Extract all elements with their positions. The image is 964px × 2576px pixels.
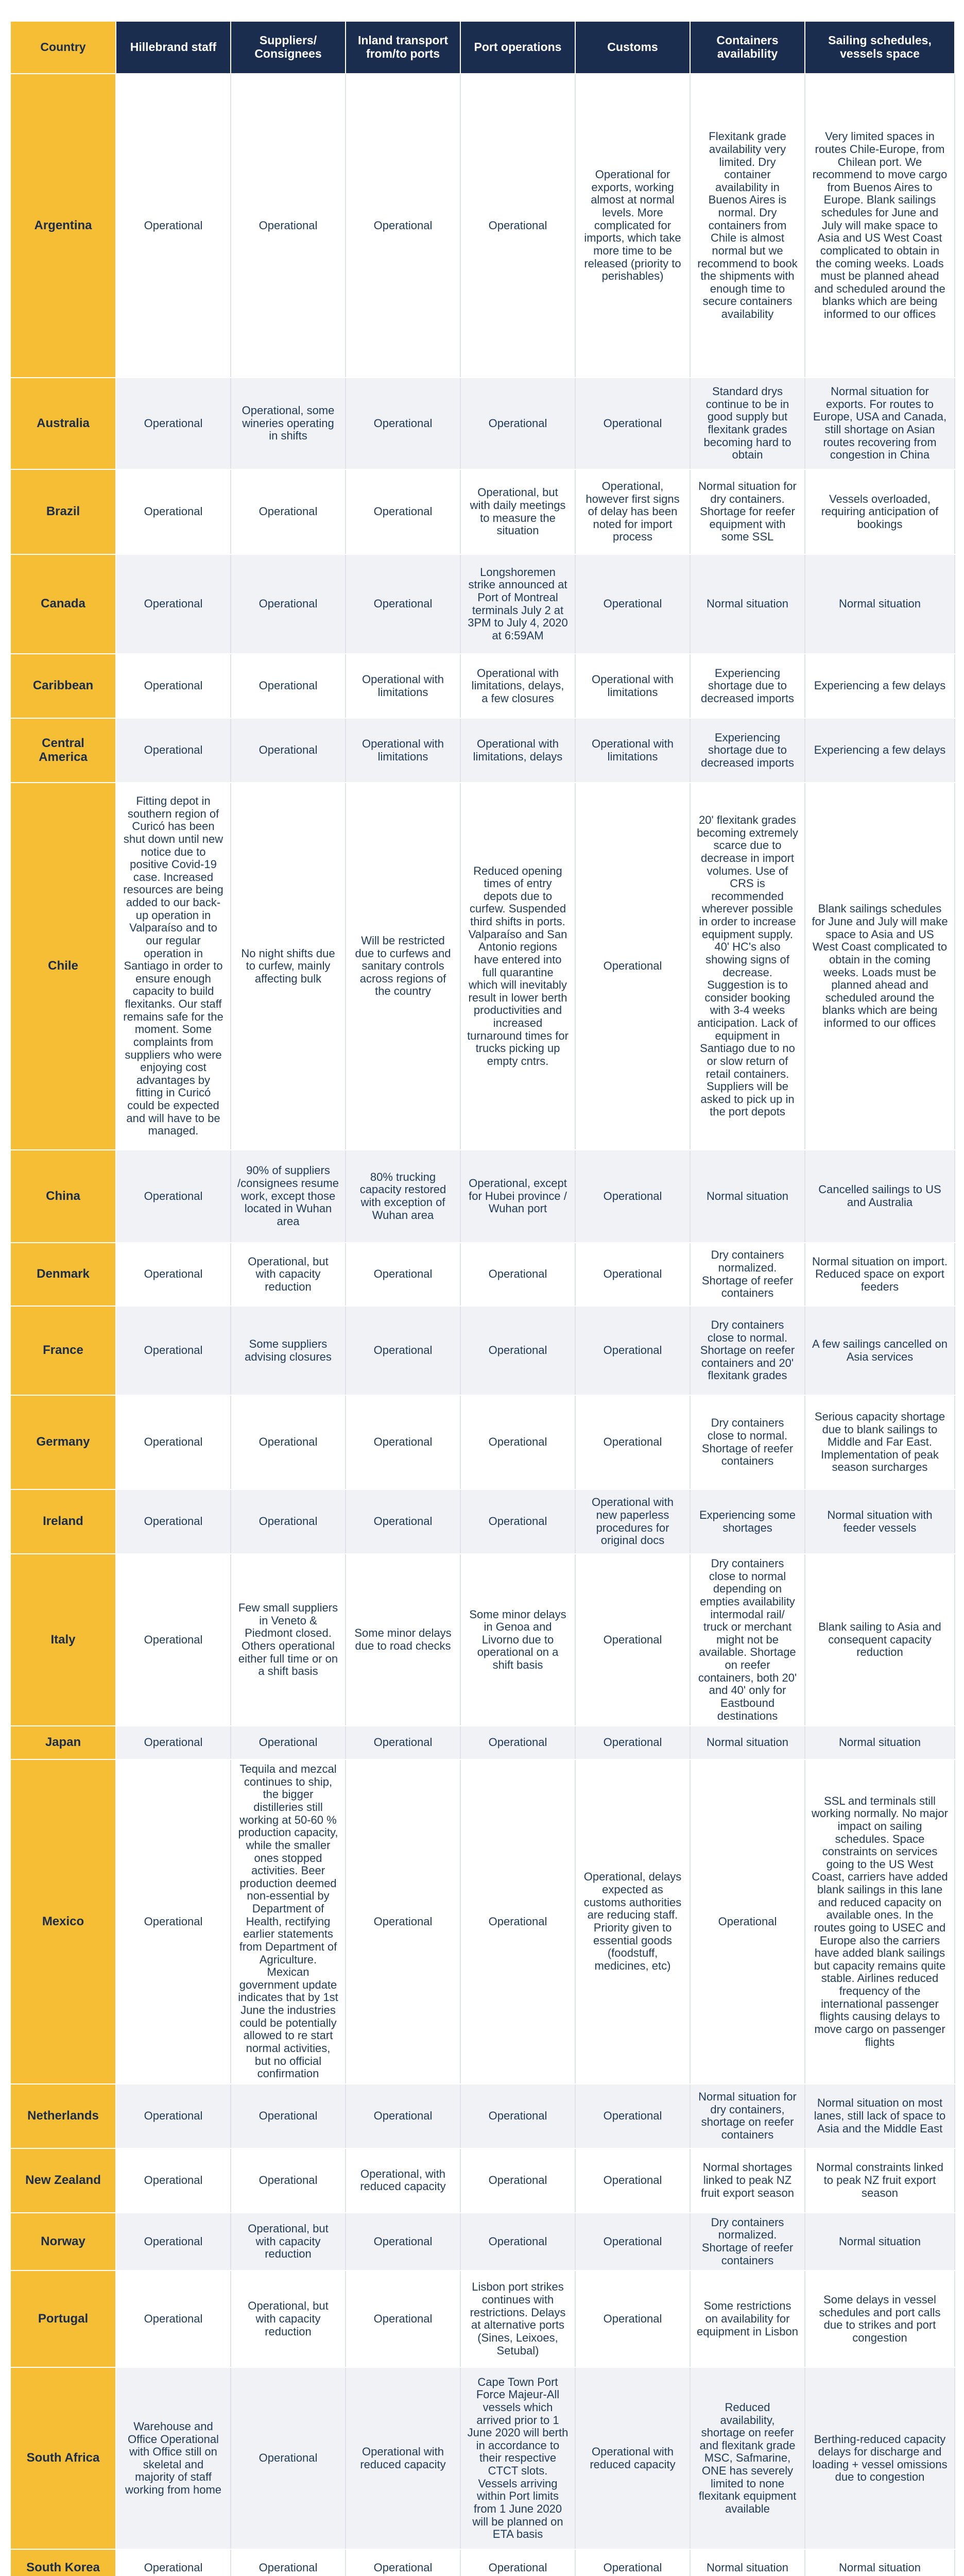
port-operations-cell: Operational — [460, 378, 575, 469]
port-operations-cell: Operational — [460, 2549, 575, 2576]
header-sailing-schedules: Sailing schedules, vessels space — [805, 21, 955, 74]
hillebrand-staff-cell: Operational — [116, 1395, 231, 1489]
port-operations-cell: Operational — [460, 1759, 575, 2084]
suppliers-consignees-cell: Operational — [231, 1395, 346, 1489]
suppliers-consignees-cell: Operational — [231, 554, 346, 654]
customs-cell: Operational — [575, 2213, 690, 2271]
country-cell: Norway — [10, 2213, 116, 2271]
suppliers-consignees-cell: Some suppliers advising closures — [231, 1306, 346, 1395]
port-operations-cell: Operational — [460, 74, 575, 378]
table-row — [10, 1395, 955, 1489]
inland-transport-cell: Operational — [346, 2549, 460, 2576]
table-row — [10, 783, 955, 1150]
port-operations-cell: Operational, except for Hubei province / Wuhan port — [460, 1150, 575, 1243]
hillebrand-staff-cell: Operational — [116, 554, 231, 654]
country-cell: Netherlands — [10, 2084, 116, 2148]
table-row — [10, 1306, 955, 1395]
header-country: Country — [10, 21, 116, 74]
hillebrand-staff-cell: Operational — [116, 1759, 231, 2084]
sailing-schedules-cell: Normal situation — [805, 2213, 955, 2271]
covid-status-table-container — [10, 21, 955, 2576]
port-operations-cell: Operational — [460, 2148, 575, 2213]
table-row — [10, 1554, 955, 1726]
customs-cell: Operational with limitations — [575, 654, 690, 718]
inland-transport-cell: Operational — [346, 378, 460, 469]
customs-cell: Operational — [575, 2148, 690, 2213]
port-operations-cell: Operational — [460, 1726, 575, 1759]
table-row — [10, 469, 955, 554]
inland-transport-cell: Operational — [346, 1726, 460, 1759]
containers-availability-cell: Normal situation for dry containers. Shortage for reefer equipment with some SSL — [690, 469, 805, 554]
table-row — [10, 1489, 955, 1554]
sailing-schedules-cell: Very limited spaces in routes Chile-Europe, from Chilean port. We recommend to move cargo from Buenos Aires to Europe. Blank sailings schedules for June and July will make space to Asia and US West Coast complicated to obtain in the coming weeks. Loads must be planned ahead and scheduled around the blanks which are being informed to our offices — [805, 74, 955, 378]
inland-transport-cell: Operational — [346, 1395, 460, 1489]
sailing-schedules-cell: Normal situation for exports. For routes to Europe, USA and Canada, still shortage on Asian routes recovering from congestion in China — [805, 378, 955, 469]
sailing-schedules-cell: Normal situation — [805, 554, 955, 654]
customs-cell: Operational — [575, 1726, 690, 1759]
country-cell: Central America — [10, 718, 116, 783]
port-operations-cell: Longshoremen strike announced at Port of Montreal terminals July 2 at 3PM to July 4, 2020 at 6:59AM — [460, 554, 575, 654]
customs-cell: Operational — [575, 1243, 690, 1306]
port-operations-cell: Some minor delays in Genoa and Livorno due to operational on a shift basis — [460, 1554, 575, 1726]
table-row — [10, 1726, 955, 1759]
country-cell: Argentina — [10, 74, 116, 378]
table-row — [10, 2148, 955, 2213]
containers-availability-cell: Operational — [690, 1759, 805, 2084]
sailing-schedules-cell: Berthing-reduced capacity delays for discharge and loading + vessel omissions due to congestion — [805, 2367, 955, 2549]
customs-cell: Operational — [575, 1554, 690, 1726]
containers-availability-cell: Reduced availability, shortage on reefer and flexitank grade MSC, Safmarine, ONE has severely limited to none flexitank equipment available — [690, 2367, 805, 2549]
sailing-schedules-cell: Normal constraints linked to peak NZ fruit export season — [805, 2148, 955, 2213]
port-operations-cell: Operational — [460, 1395, 575, 1489]
suppliers-consignees-cell: Few small suppliers in Veneto & Piedmont closed. Others operational either full time or on a shift basis — [231, 1554, 346, 1726]
table-row — [10, 1150, 955, 1243]
port-operations-cell: Lisbon port strikes continues with restrictions. Delays at alternative ports (Sines, Leixoes, Setubal) — [460, 2270, 575, 2367]
inland-transport-cell: Operational — [346, 2084, 460, 2148]
port-operations-cell: Operational — [460, 2084, 575, 2148]
port-operations-cell: Reduced opening times of entry depots due to curfew. Suspended third shifts in ports. Valparaíso and San Antonio regions have entered into full quarantine which will inevitably result in lower berth productivities and increased turnaround times for trucks picking up empty cntrs. — [460, 783, 575, 1150]
containers-availability-cell: Normal situation — [690, 554, 805, 654]
inland-transport-cell: Will be restricted due to curfews and sanitary controls across regions of the country — [346, 783, 460, 1150]
country-cell: South Africa — [10, 2367, 116, 2549]
sailing-schedules-cell: Normal situation on most lanes, still lack of space to Asia and the Middle East — [805, 2084, 955, 2148]
hillebrand-staff-cell: Operational — [116, 1150, 231, 1243]
containers-availability-cell: Experiencing some shortages — [690, 1489, 805, 1554]
sailing-schedules-cell: Normal situation with feeder vessels — [805, 1489, 955, 1554]
country-cell: Caribbean — [10, 654, 116, 718]
inland-transport-cell: Operational with reduced capacity — [346, 2367, 460, 2549]
containers-availability-cell: Normal situation — [690, 1726, 805, 1759]
country-cell: Chile — [10, 783, 116, 1150]
country-status-table — [10, 21, 955, 2576]
country-cell: Brazil — [10, 469, 116, 554]
customs-cell: Operational, however first signs of delay has been noted for import process — [575, 469, 690, 554]
inland-transport-cell: Operational — [346, 74, 460, 378]
inland-transport-cell: Operational — [346, 2213, 460, 2271]
port-operations-cell: Operational with limitations, delays — [460, 718, 575, 783]
customs-cell: Operational — [575, 2270, 690, 2367]
country-cell: Denmark — [10, 1243, 116, 1306]
inland-transport-cell: 80% trucking capacity restored with exception of Wuhan area — [346, 1150, 460, 1243]
country-cell: Portugal — [10, 2270, 116, 2367]
country-cell: Canada — [10, 554, 116, 654]
hillebrand-staff-cell: Operational — [116, 1726, 231, 1759]
suppliers-consignees-cell: Tequila and mezcal continues to ship, the bigger distilleries still working at 50-60 % production capacity, while the smaller ones stopped activities. Beer production deemed non-essential by Department of Health, rectifying earlier statements from Department of Agriculture. Mexican government update indicates that by 1st June the industries could be potentially allowed to re start normal activities, but no official confirmation — [231, 1759, 346, 2084]
containers-availability-cell: Dry containers close to normal depending on empties availability intermodal rail/ truck or merchant might not be available. Shortage on reefer containers, both 20' and 40' only for Eastbound destinations — [690, 1554, 805, 1726]
table-row — [10, 554, 955, 654]
hillebrand-staff-cell: Operational — [116, 74, 231, 378]
country-cell: Japan — [10, 1726, 116, 1759]
inland-transport-cell: Operational — [346, 1306, 460, 1395]
header-inland-transport: Inland transport from/to ports — [346, 21, 460, 74]
header-suppliers-consignees: Suppliers/ Consignees — [231, 21, 346, 74]
port-operations-cell: Operational — [460, 1306, 575, 1395]
containers-availability-cell: Dry containers normalized. Shortage of reefer containers — [690, 1243, 805, 1306]
customs-cell: Operational — [575, 783, 690, 1150]
table-row — [10, 718, 955, 783]
customs-cell: Operational with reduced capacity — [575, 2367, 690, 2549]
table-row — [10, 1243, 955, 1306]
port-operations-cell: Operational — [460, 1243, 575, 1306]
sailing-schedules-cell: Normal situation — [805, 1726, 955, 1759]
suppliers-consignees-cell: 90% of suppliers /consignees resume work, except those located in Wuhan area — [231, 1150, 346, 1243]
suppliers-consignees-cell: Operational — [231, 74, 346, 378]
hillebrand-staff-cell: Operational — [116, 2213, 231, 2271]
table-row — [10, 1759, 955, 2084]
hillebrand-staff-cell: Operational — [116, 1489, 231, 1554]
country-cell: France — [10, 1306, 116, 1395]
inland-transport-cell: Operational — [346, 1489, 460, 1554]
hillebrand-staff-cell: Operational — [116, 1306, 231, 1395]
port-operations-cell: Operational — [460, 2213, 575, 2271]
inland-transport-cell: Operational, with reduced capacity — [346, 2148, 460, 2213]
header-port-operations: Port operations — [460, 21, 575, 74]
customs-cell: Operational — [575, 1395, 690, 1489]
sailing-schedules-cell: SSL and terminals still working normally. No major impact on sailing schedules. Space constraints on services going to the US West Coast, carriers have added blank sailings in this lane and reduced capacity on available ones. In the routes going to USEC and Europe also the carriers have added blank sailings but capacity remains quite stable. Airlines reduced frequency of the international passenger flights causing delays to move cargo on passenger flights — [805, 1759, 955, 2084]
sailing-schedules-cell: Experiencing a few delays — [805, 654, 955, 718]
table-row — [10, 74, 955, 378]
hillebrand-staff-cell: Operational — [116, 2549, 231, 2576]
containers-availability-cell: Flexitank grade availability very limited. Dry container availability in Buenos Aires is normal. Dry containers from Chile is almost normal but we recommend to book the shipments with enough time to secure containers availability — [690, 74, 805, 378]
suppliers-consignees-cell: Operational, but with capacity reduction — [231, 2270, 346, 2367]
customs-cell: Operational — [575, 378, 690, 469]
customs-cell: Operational for exports, working almost at normal levels. More complicated for imports, which take more time to be released (priority to perishables) — [575, 74, 690, 378]
suppliers-consignees-cell: Operational, but with capacity reduction — [231, 1243, 346, 1306]
header-containers-availability: Containers availability — [690, 21, 805, 74]
containers-availability-cell: Dry containers close to normal. Shortage of reefer containers — [690, 1395, 805, 1489]
hillebrand-staff-cell: Operational — [116, 1554, 231, 1726]
country-cell: New Zealand — [10, 2148, 116, 2213]
country-cell: Mexico — [10, 1759, 116, 2084]
containers-availability-cell: Experiencing shortage due to decreased imports — [690, 718, 805, 783]
suppliers-consignees-cell: No night shifts due to curfew, mainly affecting bulk — [231, 783, 346, 1150]
hillebrand-staff-cell: Fitting depot in southern region of Curicó has been shut down until new notice due to positive Covid-19 case. Increased resources are being added to our back-up operation in Valparaíso and to our regular operation in Santiago in order to ensure enough capacity to build flexitanks. Our staff remains safe for the moment. Some complaints from suppliers who were enjoying cost advantages by fitting in Curicó could be expected and will have to be managed. — [116, 783, 231, 1150]
country-cell: Australia — [10, 378, 116, 469]
table-row — [10, 2084, 955, 2148]
customs-cell: Operational with new paperless procedures for original docs — [575, 1489, 690, 1554]
suppliers-consignees-cell: Operational — [231, 1489, 346, 1554]
customs-cell: Operational — [575, 1150, 690, 1243]
table-row — [10, 2367, 955, 2549]
table-row — [10, 2213, 955, 2271]
inland-transport-cell: Operational — [346, 469, 460, 554]
customs-cell: Operational — [575, 2549, 690, 2576]
inland-transport-cell: Operational — [346, 2270, 460, 2367]
sailing-schedules-cell: Serious capacity shortage due to blank sailings to Middle and Far East. Implementation of peak season surcharges — [805, 1395, 955, 1489]
inland-transport-cell: Some minor delays due to road checks — [346, 1554, 460, 1726]
country-cell: South Korea — [10, 2549, 116, 2576]
table-row — [10, 2270, 955, 2367]
country-cell: Ireland — [10, 1489, 116, 1554]
containers-availability-cell: Standard drys continue to be in good supply but flexitank grades becoming hard to obtain — [690, 378, 805, 469]
inland-transport-cell: Operational — [346, 554, 460, 654]
sailing-schedules-cell: Some delays in vessel schedules and port calls due to strikes and port congestion — [805, 2270, 955, 2367]
sailing-schedules-cell: Normal situation on import. Reduced space on export feeders — [805, 1243, 955, 1306]
inland-transport-cell: Operational with limitations — [346, 654, 460, 718]
sailing-schedules-cell: Normal situation — [805, 2549, 955, 2576]
customs-cell: Operational with limitations — [575, 718, 690, 783]
country-cell: Italy — [10, 1554, 116, 1726]
table-row — [10, 378, 955, 469]
hillebrand-staff-cell: Operational — [116, 378, 231, 469]
port-operations-cell: Operational, but with daily meetings to measure the situation — [460, 469, 575, 554]
hillebrand-staff-cell: Operational — [116, 1243, 231, 1306]
hillebrand-staff-cell: Operational — [116, 469, 231, 554]
containers-availability-cell: Dry containers close to normal. Shortage on reefer containers and 20' flexitank grades — [690, 1306, 805, 1395]
sailing-schedules-cell: Cancelled sailings to US and Australia — [805, 1150, 955, 1243]
hillebrand-staff-cell: Operational — [116, 2084, 231, 2148]
containers-availability-cell: Normal shortages linked to peak NZ fruit export season — [690, 2148, 805, 2213]
hillebrand-staff-cell: Warehouse and Office Operational with Office still on skeletal and majority of staff working from home — [116, 2367, 231, 2549]
hillebrand-staff-cell: Operational — [116, 654, 231, 718]
containers-availability-cell: Experiencing shortage due to decreased imports — [690, 654, 805, 718]
table-body — [10, 74, 955, 2576]
suppliers-consignees-cell: Operational, some wineries operating in shifts — [231, 378, 346, 469]
containers-availability-cell: 20' flexitank grades becoming extremely scarce due to decrease in import volumes. Use of CRS is recommended wherever possible in order to increase equipment supply. 40' HC's also showing signs of decrease. Suggestion is to consider booking with 3-4 weeks anticipation. Lack of equipment in Santiago due to no or slow return of retail containers. Suppliers will be asked to pick up in the port depots — [690, 783, 805, 1150]
hillebrand-staff-cell: Operational — [116, 2148, 231, 2213]
suppliers-consignees-cell: Operational — [231, 2084, 346, 2148]
port-operations-cell: Operational with limitations, delays, a few closures — [460, 654, 575, 718]
containers-availability-cell: Normal situation — [690, 2549, 805, 2576]
header-customs: Customs — [575, 21, 690, 74]
hillebrand-staff-cell: Operational — [116, 718, 231, 783]
table-row — [10, 654, 955, 718]
country-cell: Germany — [10, 1395, 116, 1489]
customs-cell: Operational — [575, 1306, 690, 1395]
suppliers-consignees-cell: Operational — [231, 2549, 346, 2576]
inland-transport-cell: Operational — [346, 1243, 460, 1306]
header-hillebrand-staff: Hillebrand staff — [116, 21, 231, 74]
containers-availability-cell: Some restrictions on availability for equipment in Lisbon — [690, 2270, 805, 2367]
port-operations-cell: Operational — [460, 1489, 575, 1554]
inland-transport-cell: Operational with limitations — [346, 718, 460, 783]
suppliers-consignees-cell: Operational — [231, 469, 346, 554]
table-row — [10, 2549, 955, 2576]
suppliers-consignees-cell: Operational — [231, 718, 346, 783]
sailing-schedules-cell: Blank sailing to Asia and consequent capacity reduction — [805, 1554, 955, 1726]
sailing-schedules-cell: Blank sailings schedules for June and July will make space to Asia and US West Coast complicated to obtain in the coming weeks. Loads must be planned ahead and scheduled around the blanks which are being informed to our offices — [805, 783, 955, 1150]
suppliers-consignees-cell: Operational — [231, 2367, 346, 2549]
suppliers-consignees-cell: Operational — [231, 2148, 346, 2213]
sailing-schedules-cell: A few sailings cancelled on Asia services — [805, 1306, 955, 1395]
sailing-schedules-cell: Experiencing a few delays — [805, 718, 955, 783]
inland-transport-cell: Operational — [346, 1759, 460, 2084]
customs-cell: Operational, delays expected as customs authorities are reducing staff. Priority given to essential goods (foodstuff, medicines, etc) — [575, 1759, 690, 2084]
customs-cell: Operational — [575, 554, 690, 654]
hillebrand-staff-cell: Operational — [116, 2270, 231, 2367]
suppliers-consignees-cell: Operational — [231, 1726, 346, 1759]
containers-availability-cell: Normal situation for dry containers, shortage on reefer containers — [690, 2084, 805, 2148]
customs-cell: Operational — [575, 2084, 690, 2148]
sailing-schedules-cell: Vessels overloaded, requiring anticipation of bookings — [805, 469, 955, 554]
suppliers-consignees-cell: Operational, but with capacity reduction — [231, 2213, 346, 2271]
containers-availability-cell: Dry containers normalized. Shortage of reefer containers — [690, 2213, 805, 2271]
port-operations-cell: Cape Town Port Force Majeur-All vessels which arrived prior to 1 June 2020 will berth in accordance to their respective CTCT slots. Vessels arriving within Port limits from 1 June 2020 will be planned on ETA basis — [460, 2367, 575, 2549]
suppliers-consignees-cell: Operational — [231, 654, 346, 718]
country-cell: China — [10, 1150, 116, 1243]
containers-availability-cell: Normal situation — [690, 1150, 805, 1243]
table-header-row — [10, 21, 955, 74]
